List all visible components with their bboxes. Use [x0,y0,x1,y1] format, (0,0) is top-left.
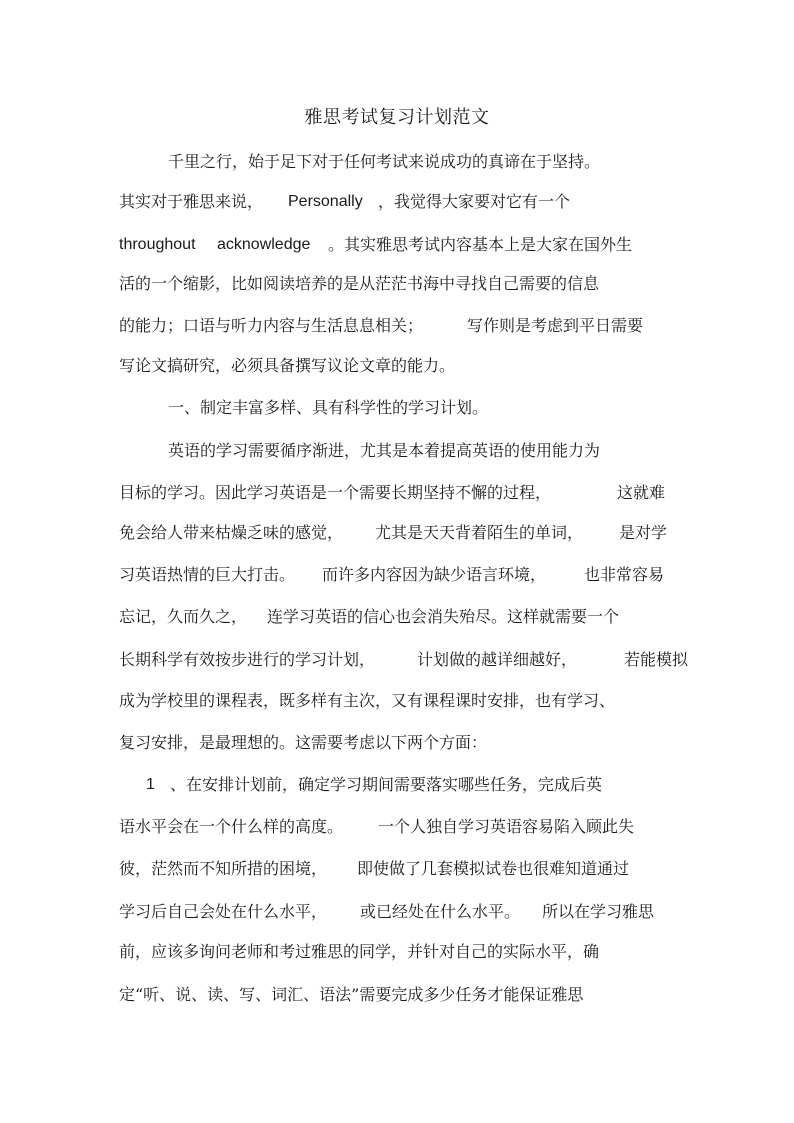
text-line: Personally [288,193,363,210]
text-line: 成为学校里的课程表，既多样有主次，又有课程课时安排，也有学习、 [119,691,616,710]
text-line: 忘记，久而久之， [119,607,248,626]
text-line: 写作则是考虑到平日需要 [467,316,644,335]
text-line: 、在安排计划前，确定学习期间需要落实哪些任务，完成后英 [170,775,603,794]
text-line: 长期科学有效按步进行的学习计划， [119,650,376,669]
text-line: 若能模拟 [624,650,689,669]
text-line: 的能力；口语与听力内容与生活息息相关； [119,316,424,335]
text-line: 彼，茫然而不知所措的困境， [119,859,328,878]
text-line: 活的一个缩影，比如阅读培养的是从茫茫书海中寻找自己需要的信息 [119,274,600,293]
text-line: 所以在学习雅思 [542,902,655,921]
text-line: 这就难 [617,483,666,502]
text-line: 或已经处在什么水平。 [360,902,521,921]
text-line: 英语的学习需要循序渐进，尤其是本着提高英语的使用能力为 [168,441,601,460]
text-line: ，我觉得大家要对它有一个 [378,192,571,211]
text-line: 语水平会在一个什么样的高度。 [119,817,344,836]
text-line: 。其实雅思考试内容基本上是大家在国外生 [328,235,633,254]
text-line: 是对学 [619,523,668,542]
text-line: 写论文搞研究，必须具备撰写议论文章的能力。 [119,356,456,375]
text-line: 学习后自己会处在什么水平， [119,902,328,921]
text-line: 前，应该多询问老师和考过雅思的同学，并针对自己的实际水平，确 [119,942,600,961]
text-line: 定“听、说、读、写、词汇、语法”需要完成多少任务才能保证雅思 [119,985,584,1004]
text-line: 即使做了几套模拟试卷也很难知道通过 [357,859,630,878]
text-line: 目标的学习。因此学习英语是一个需要长期坚持不懈的过程， [119,483,552,502]
text-line: throughout [119,236,196,253]
text-line: 也非常容易 [584,565,665,584]
list-number: 1 [146,776,155,793]
text-line: 免会给人带来枯燥乏味的感觉， [119,523,344,542]
text-line: 而许多内容因为缺少语言环境， [322,565,547,584]
document-title: 雅思考试复习计划范文 [304,107,490,128]
section-heading: 一、制定丰富多样、具有科学性的学习计划。 [168,398,489,417]
text-line: 计划做的越详细越好， [417,650,578,669]
text-line: acknowledge [217,236,311,253]
text-line: 连学习英语的信心也会消失殆尽。这样就需要一个 [267,607,620,626]
text-line: 习英语热情的巨大打击。 [119,565,296,584]
text-line: 千里之行，始于足下对于任何考试来说成功的真谛在于坚持。 [168,152,601,171]
text-line: 其实对于雅思来说， [119,192,264,211]
text-line: 尤其是天天背着陌生的单词， [375,523,584,542]
text-line: 一个人独自学习英语容易陷入顾此失 [378,817,635,836]
text-line: 复习安排，是最理想的。这需要考虑以下两个方面： [119,733,488,752]
